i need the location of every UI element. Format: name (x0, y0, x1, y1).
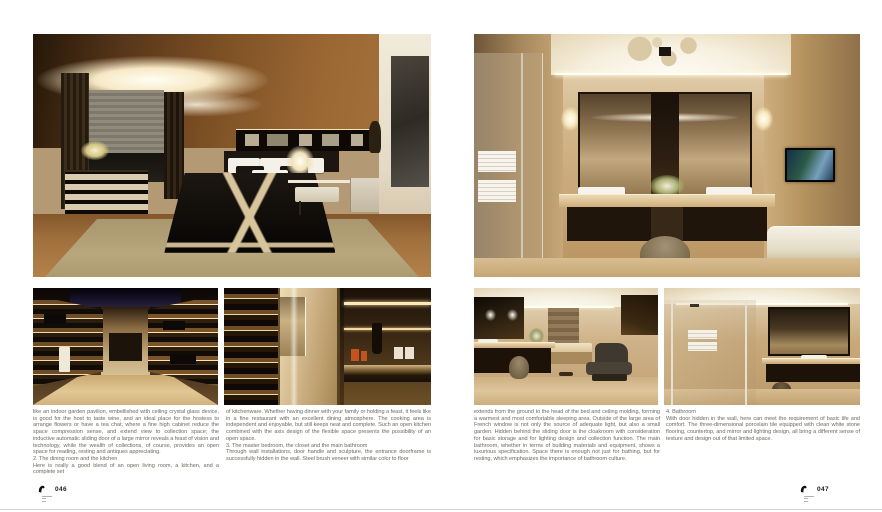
closet-mirror-door-photo (224, 288, 431, 405)
bath3-cabinet (766, 364, 860, 382)
body-paragraph: of kitchenware. Whether having dinner with your family or holding a feast, it feels like in a fine restaurant with an excellent dining atmosphere. The cooking area is independent and enjoyable, but still keeps neat and complete. Such an open kitchen combined with the axis design of the flexible space presents the possibility of an open space. (226, 409, 431, 442)
shelf-light-strip (344, 302, 431, 305)
closet2-shelves-left (224, 288, 278, 405)
bath3-mirror-reflection (770, 309, 848, 354)
body-paragraph: extends from the ground to the head of the bed and ceiling molding, forming a warmest and most comfortable sleeping area. Outside of the large area of French window is not only the source of adequate light, but also a small garden. Hidden behind the sliding door is the cloakroom with consideration for basic storage and for lighting design and collection function. The main bathroom, whether in terms of building materials and equipment, shows a luxurious specification. Space there is enough not just for bathing, but for resting, which emphasizes the importance of bathroom culture. (474, 409, 660, 462)
ceiling-cove-light (555, 73, 787, 75)
bottom-rule (0, 509, 882, 510)
vanity-counter (559, 194, 775, 206)
shower-head (690, 304, 699, 307)
sconce-light (485, 309, 496, 321)
footer-caption-marks (42, 494, 52, 502)
mirrored-sliding-door (278, 288, 340, 405)
footer-caption-marks (804, 494, 814, 502)
closet-corridor-photo (33, 288, 218, 405)
tv-screen (787, 150, 833, 180)
desk-leg (299, 201, 302, 215)
roman-shade (548, 308, 579, 343)
left-page-column-1 (33, 409, 219, 476)
section-heading: 2. The dining room and the kitchen (33, 455, 118, 462)
bath2-stool (509, 356, 529, 379)
hanging-white-robe (59, 347, 70, 373)
closet-box (44, 314, 66, 325)
bedroom-sculpture (369, 121, 381, 153)
body-paragraph: Through wall installations, door handle and sculpture, the entrance doorframe is successfully hidden in the wall. Steel brush veneer with similar color to floor (226, 449, 431, 462)
display-box (394, 347, 403, 360)
left-page-footer (38, 485, 98, 505)
bath3-glass-shower (664, 300, 756, 405)
body-paragraph: Here is really a good blend of an open living room, a kitchen, and a complete set (33, 462, 219, 476)
page-number: 046 (55, 486, 68, 493)
door-shine (290, 288, 298, 405)
closet-shelves-left (33, 295, 103, 386)
shower-frame-bar (671, 300, 673, 405)
bath2-dark-panel (621, 295, 658, 335)
closet-shelves-right (148, 295, 218, 386)
ceiling-spotlight (659, 47, 671, 56)
armchair-base (592, 374, 627, 381)
towel (688, 330, 717, 339)
right-page-footer (800, 485, 860, 505)
shower-frame-bar (745, 300, 747, 405)
bedroom-right-art-panel (391, 56, 429, 187)
left-page-column-2 (226, 409, 431, 463)
right-page-column-2 (666, 409, 860, 443)
desk-drawer-unit (350, 178, 379, 212)
closet-far-wall (101, 307, 149, 377)
bathroom-shower-photo (664, 288, 860, 405)
bathroom-vanity-photo (474, 288, 658, 405)
body-paragraph: With door hidden in the wall, here can meet the requirement of basic life and comfort. The three-dimensional porcelain tile equipped with clean white stone flooring, countertop, and mirror and lighting design, all bring a different sense of texture and design out of that limited space. (666, 415, 860, 442)
niche-frame (351, 134, 364, 146)
desk-bench (295, 187, 339, 202)
bedroom-art-niche (236, 129, 379, 151)
closet-dark-ceiling (70, 288, 181, 307)
hanging-garment (372, 323, 382, 353)
bath3-mirror (768, 307, 850, 356)
niche-frame (267, 134, 287, 146)
niche-frame (299, 134, 312, 146)
publisher-logo-icon (800, 485, 807, 493)
bedroom-photo (33, 34, 431, 277)
right-page-column-1 (474, 409, 660, 463)
shelf-light-strip (344, 328, 431, 330)
closet-island-counter (344, 365, 431, 381)
closet-far-wardrobe (109, 333, 143, 361)
towel (478, 180, 517, 202)
publisher-logo-icon (38, 485, 45, 493)
shower-glass-frame (521, 53, 523, 277)
wall-tv (785, 148, 835, 182)
orange-box (351, 349, 359, 361)
page-number: 047 (817, 486, 830, 493)
slippers (559, 372, 574, 376)
sconce-light (507, 309, 518, 321)
closet2-right-section (344, 288, 431, 405)
bathroom-photo (474, 34, 860, 277)
bedroom-flower-arrangement (81, 141, 109, 160)
bedroom-curtain-right (164, 92, 184, 199)
armchair-seat (586, 362, 632, 375)
closet-box (163, 321, 185, 330)
niche-frame (245, 134, 259, 146)
display-box (405, 347, 414, 360)
lounge-armchair (586, 343, 632, 383)
niche-frame (322, 134, 339, 146)
section-heading: 4. Bathroom (666, 409, 696, 415)
section-heading: 3. The master bedroom, the closet and the main bathroom (226, 442, 368, 449)
towel (688, 342, 717, 351)
body-paragraph: like an indoor garden pavilion, embellished with ceiling crystal glass device, is good for the host to taste wine, and an ideal place for the hostess to arrange flowers or have a tea chat, where a fine high cabinet reduce the space compression sense, and extend view to collection space; the inductive automatic sliding door of a large mirror reveals a feast of vision and technology, while the wealth of collections, of course, provides an open space for reading, resting and antiques appreciating. (33, 409, 219, 456)
closet-box (170, 354, 196, 365)
towel (478, 151, 517, 173)
orange-box (361, 351, 367, 360)
bathroom-floor (474, 258, 860, 277)
bedroom-vanity-desk (288, 173, 380, 217)
